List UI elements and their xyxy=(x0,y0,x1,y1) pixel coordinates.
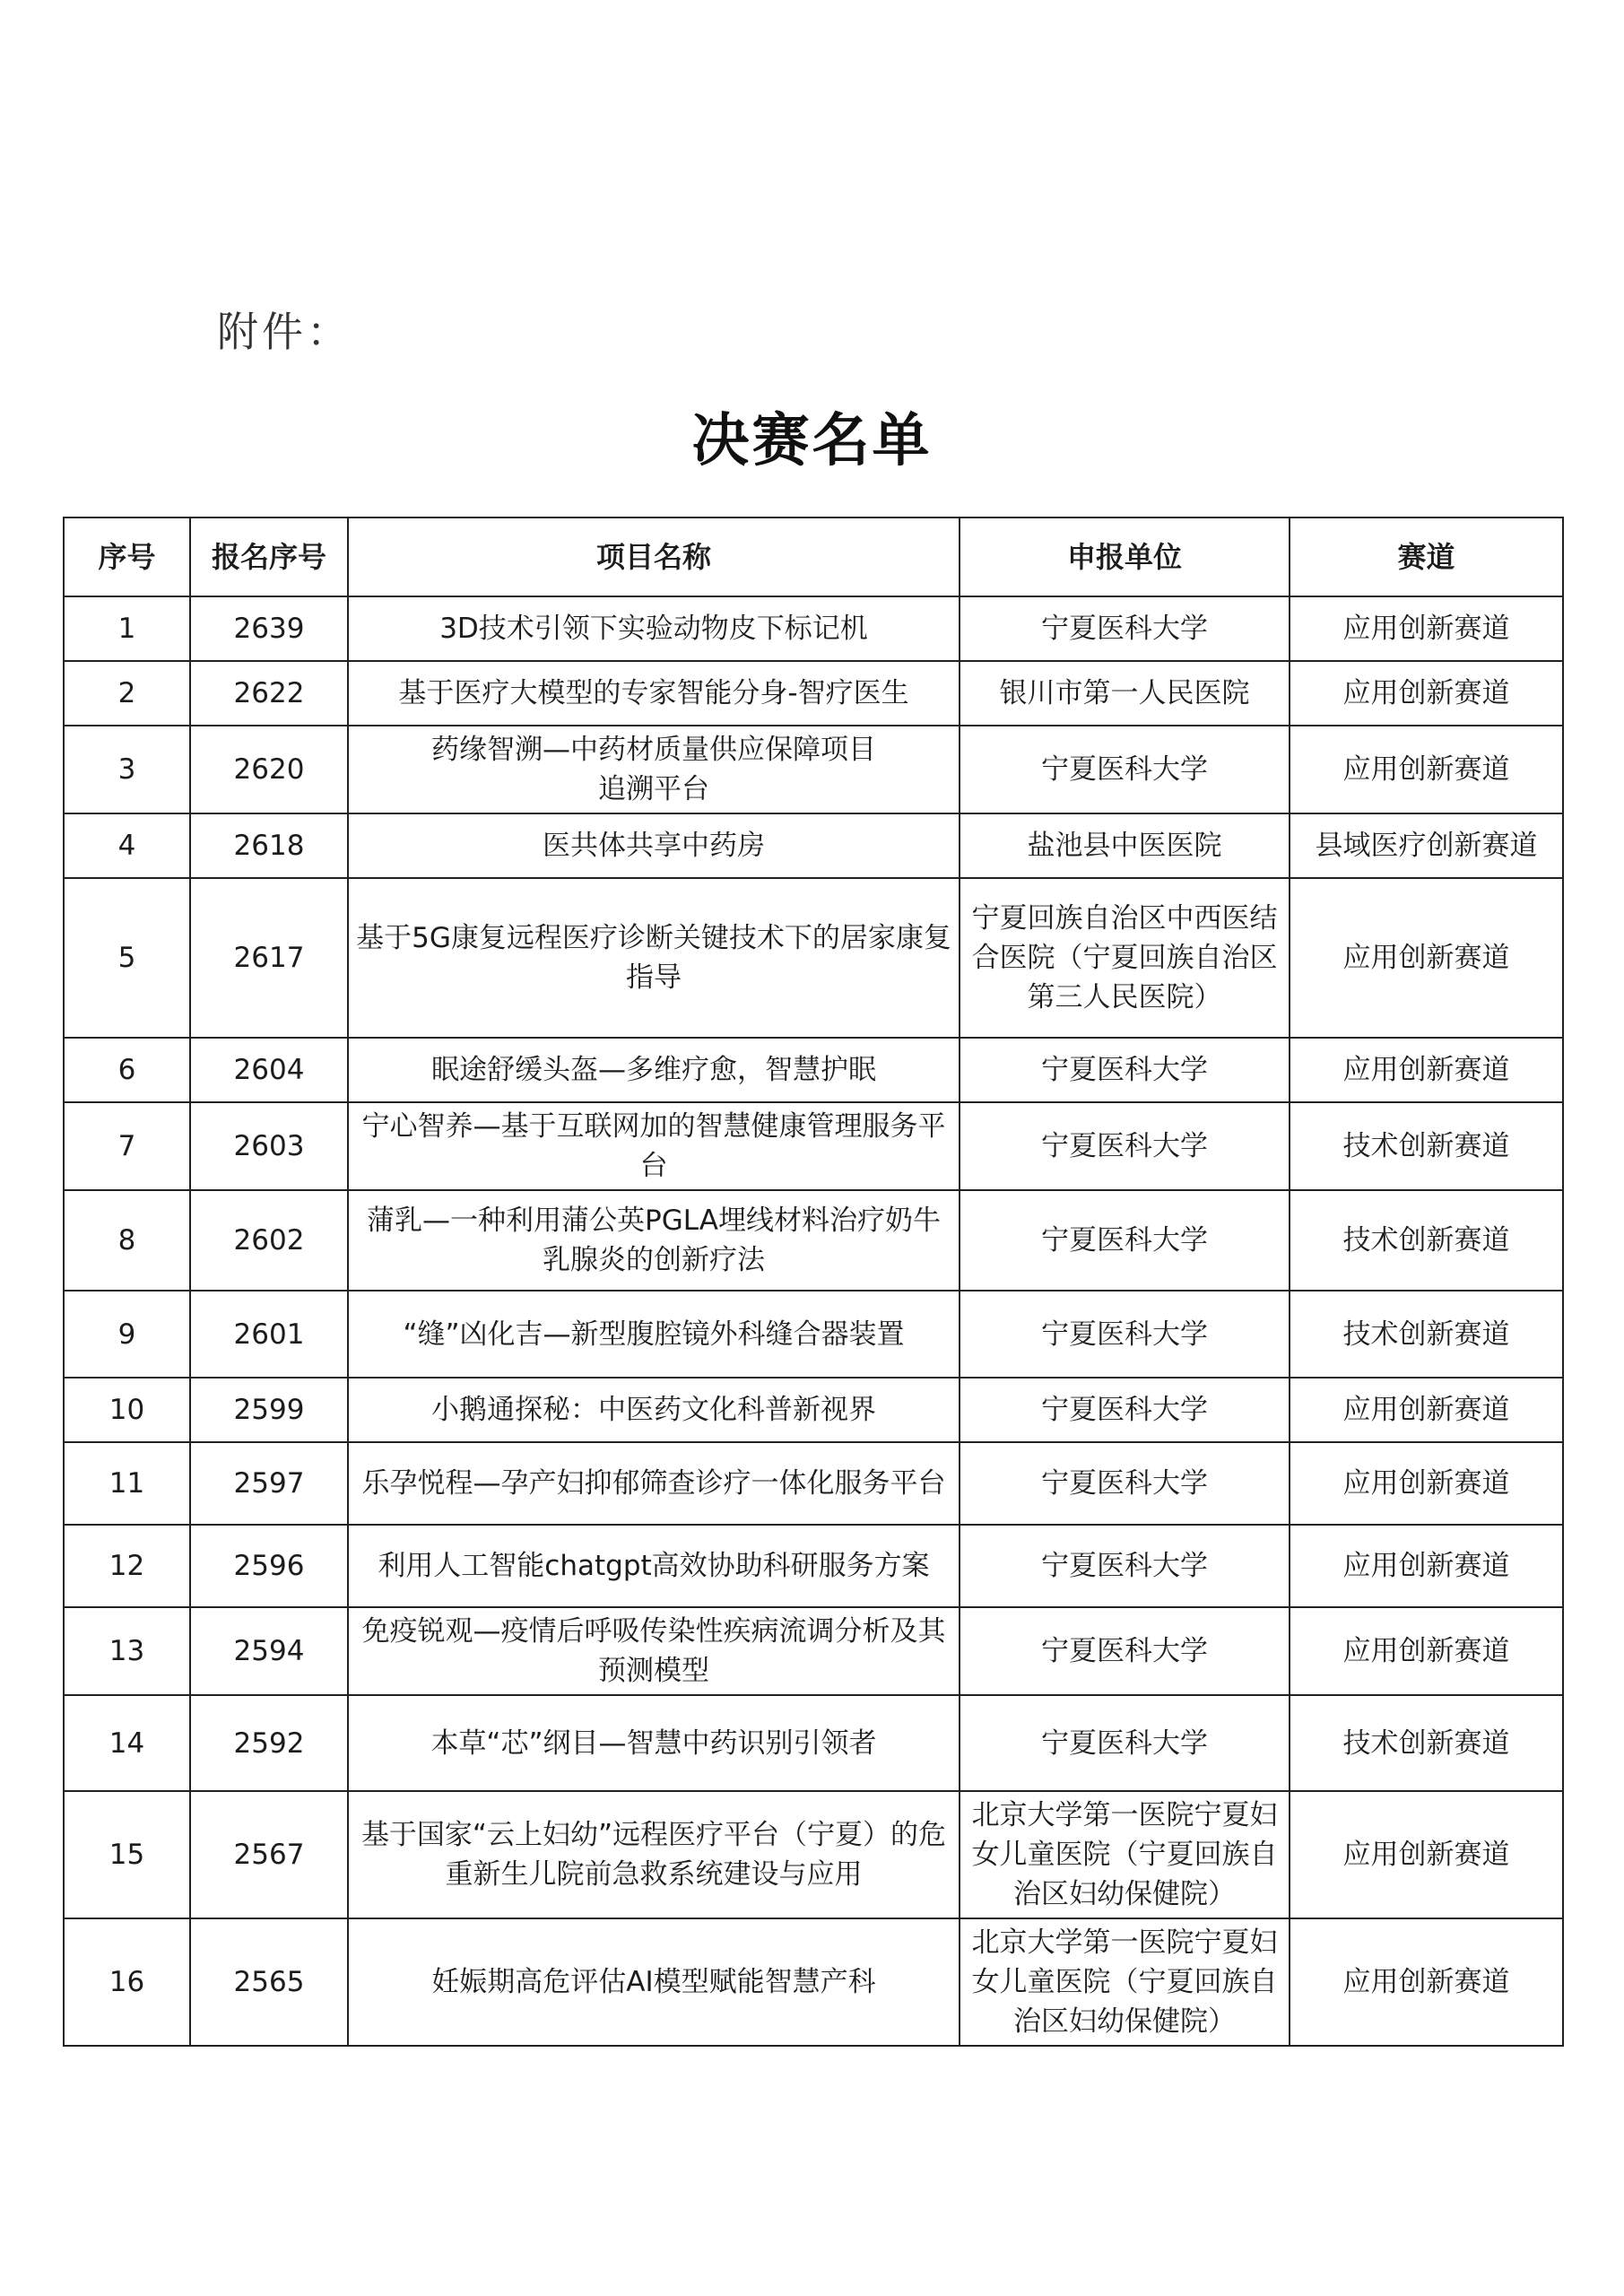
cell-reg-no: 2618 xyxy=(190,813,348,878)
cell-project: 利用人工智能chatgpt高效协助科研服务方案 xyxy=(348,1525,960,1607)
cell-reg-no: 2599 xyxy=(190,1378,348,1442)
cell-seq: 13 xyxy=(64,1607,190,1695)
cell-project: 妊娠期高危评估AI模型赋能智慧产科 xyxy=(348,1918,960,2046)
table-row xyxy=(64,1291,1563,1378)
cell-project: 医共体共享中药房 xyxy=(348,813,960,878)
cell-reg-no: 2592 xyxy=(190,1695,348,1791)
cell-seq: 3 xyxy=(64,726,190,813)
cell-project: 蒲乳—一种利用蒲公英PGLA埋线材料治疗奶牛乳腺炎的创新疗法 xyxy=(348,1190,960,1291)
cell-project: 3D技术引领下实验动物皮下标记机 xyxy=(348,596,960,661)
table-row xyxy=(64,1525,1563,1607)
cell-unit: 宁夏医科大学 xyxy=(960,1038,1290,1102)
cell-track: 县域医疗创新赛道 xyxy=(1290,813,1563,878)
cell-project: “缝”凶化吉—新型腹腔镜外科缝合器装置 xyxy=(348,1291,960,1378)
cell-unit: 银川市第一人民医院 xyxy=(960,661,1290,726)
cell-unit: 盐池县中医医院 xyxy=(960,813,1290,878)
table-row xyxy=(64,878,1563,1038)
header-project: 项目名称 xyxy=(348,517,960,596)
cell-reg-no: 2597 xyxy=(190,1442,348,1525)
cell-reg-no: 2601 xyxy=(190,1291,348,1378)
cell-track: 技术创新赛道 xyxy=(1290,1291,1563,1378)
cell-project: 宁心智养—基于互联网加的智慧健康管理服务平台 xyxy=(348,1102,960,1190)
table-row xyxy=(64,1378,1563,1442)
cell-seq: 8 xyxy=(64,1190,190,1291)
finalist-table xyxy=(63,517,1564,2047)
header-track: 赛道 xyxy=(1290,517,1563,596)
cell-unit: 宁夏医科大学 xyxy=(960,726,1290,813)
cell-project: 基于国家“云上妇幼”远程医疗平台（宁夏）的危重新生儿院前急救系统建设与应用 xyxy=(348,1791,960,1918)
cell-unit: 宁夏医科大学 xyxy=(960,1695,1290,1791)
cell-reg-no: 2622 xyxy=(190,661,348,726)
cell-seq: 15 xyxy=(64,1791,190,1918)
cell-track: 应用创新赛道 xyxy=(1290,726,1563,813)
table-header-row xyxy=(64,517,1563,596)
header-reg-no: 报名序号 xyxy=(190,517,348,596)
cell-track: 应用创新赛道 xyxy=(1290,1918,1563,2046)
cell-track: 应用创新赛道 xyxy=(1290,596,1563,661)
table-row xyxy=(64,1607,1563,1695)
cell-seq: 2 xyxy=(64,661,190,726)
cell-project: 乐孕悦程—孕产妇抑郁筛查诊疗一体化服务平台 xyxy=(348,1442,960,1525)
cell-seq: 6 xyxy=(64,1038,190,1102)
cell-track: 技术创新赛道 xyxy=(1290,1190,1563,1291)
table-row xyxy=(64,1791,1563,1918)
cell-unit: 宁夏医科大学 xyxy=(960,1291,1290,1378)
table-row xyxy=(64,1918,1563,2046)
cell-project: 小鹅通探秘：中医药文化科普新视界 xyxy=(348,1378,960,1442)
cell-project: 本草“芯”纲目—智慧中药识别引领者 xyxy=(348,1695,960,1791)
cell-seq: 5 xyxy=(64,878,190,1038)
cell-seq: 4 xyxy=(64,813,190,878)
cell-seq: 7 xyxy=(64,1102,190,1190)
cell-unit: 北京大学第一医院宁夏妇女儿童医院（宁夏回族自治区妇幼保健院） xyxy=(960,1791,1290,1918)
cell-project: 眠途舒缓头盔—多维疗愈，智慧护眠 xyxy=(348,1038,960,1102)
cell-track: 技术创新赛道 xyxy=(1290,1102,1563,1190)
cell-project: 免疫锐观—疫情后呼吸传染性疾病流调分析及其预测模型 xyxy=(348,1607,960,1695)
cell-seq: 16 xyxy=(64,1918,190,2046)
cell-unit: 北京大学第一医院宁夏妇女儿童医院（宁夏回族自治区妇幼保健院） xyxy=(960,1918,1290,2046)
table-row xyxy=(64,1038,1563,1102)
table-row xyxy=(64,1102,1563,1190)
table-row xyxy=(64,1442,1563,1525)
cell-unit: 宁夏医科大学 xyxy=(960,1378,1290,1442)
attachment-label: 附件： xyxy=(217,308,352,356)
cell-reg-no: 2639 xyxy=(190,596,348,661)
table-row xyxy=(64,813,1563,878)
cell-unit: 宁夏医科大学 xyxy=(960,596,1290,661)
cell-track: 应用创新赛道 xyxy=(1290,1791,1563,1918)
cell-reg-no: 2617 xyxy=(190,878,348,1038)
cell-reg-no: 2594 xyxy=(190,1607,348,1695)
cell-unit: 宁夏医科大学 xyxy=(960,1525,1290,1607)
cell-track: 应用创新赛道 xyxy=(1290,1607,1563,1695)
page-title: 决赛名单 xyxy=(691,408,933,474)
cell-project: 基于5G康复远程医疗诊断关键技术下的居家康复指导 xyxy=(348,878,960,1038)
cell-reg-no: 2567 xyxy=(190,1791,348,1918)
header-unit: 申报单位 xyxy=(960,517,1290,596)
cell-seq: 9 xyxy=(64,1291,190,1378)
table-row xyxy=(64,661,1563,726)
cell-track: 应用创新赛道 xyxy=(1290,1038,1563,1102)
cell-project: 基于医疗大模型的专家智能分身-智疗医生 xyxy=(348,661,960,726)
cell-unit: 宁夏医科大学 xyxy=(960,1442,1290,1525)
cell-project: 药缘智溯—中药材质量供应保障项目 追溯平台 xyxy=(348,726,960,813)
cell-seq: 1 xyxy=(64,596,190,661)
table-row xyxy=(64,1695,1563,1791)
cell-track: 应用创新赛道 xyxy=(1290,1442,1563,1525)
cell-seq: 10 xyxy=(64,1378,190,1442)
cell-track: 应用创新赛道 xyxy=(1290,1525,1563,1607)
cell-track: 应用创新赛道 xyxy=(1290,878,1563,1038)
table-row xyxy=(64,1190,1563,1291)
cell-reg-no: 2604 xyxy=(190,1038,348,1102)
cell-seq: 12 xyxy=(64,1525,190,1607)
cell-track: 应用创新赛道 xyxy=(1290,1378,1563,1442)
cell-unit: 宁夏回族自治区中西医结合医院（宁夏回族自治区第三人民医院） xyxy=(960,878,1290,1038)
cell-unit: 宁夏医科大学 xyxy=(960,1102,1290,1190)
cell-reg-no: 2596 xyxy=(190,1525,348,1607)
header-seq: 序号 xyxy=(64,517,190,596)
table-row xyxy=(64,596,1563,661)
table-row xyxy=(64,726,1563,813)
cell-unit: 宁夏医科大学 xyxy=(960,1190,1290,1291)
cell-reg-no: 2602 xyxy=(190,1190,348,1291)
cell-track: 技术创新赛道 xyxy=(1290,1695,1563,1791)
cell-reg-no: 2603 xyxy=(190,1102,348,1190)
cell-track: 应用创新赛道 xyxy=(1290,661,1563,726)
cell-seq: 14 xyxy=(64,1695,190,1791)
cell-reg-no: 2565 xyxy=(190,1918,348,2046)
cell-seq: 11 xyxy=(64,1442,190,1525)
cell-reg-no: 2620 xyxy=(190,726,348,813)
cell-unit: 宁夏医科大学 xyxy=(960,1607,1290,1695)
